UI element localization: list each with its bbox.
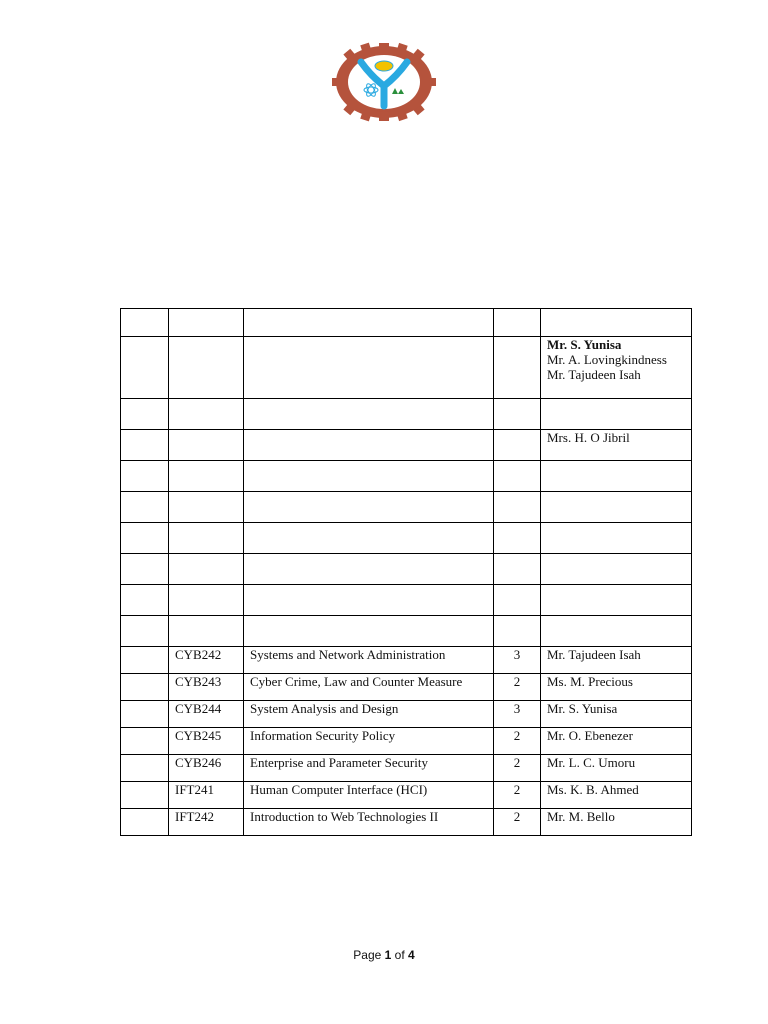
table-row — [121, 616, 692, 647]
lecturer-cell — [541, 647, 692, 674]
page-total: 4 — [408, 948, 415, 962]
lecturer-cell — [541, 701, 692, 728]
table-row — [121, 430, 692, 461]
course-code-cell — [169, 337, 244, 399]
lecturer-cell — [541, 755, 692, 782]
row-number-cell — [121, 701, 169, 728]
course-title-cell: Information Security Policy — [244, 728, 494, 755]
course-code-cell — [169, 523, 244, 554]
row-number-cell — [121, 309, 169, 337]
course-code-cell — [169, 461, 244, 492]
course-code-cell — [169, 554, 244, 585]
table-row — [121, 647, 692, 674]
row-number-cell — [121, 755, 169, 782]
table-row — [121, 755, 692, 782]
lecturer-name: Mr. Tajudeen Isah — [547, 367, 641, 382]
lecturer-cell — [541, 492, 692, 523]
svg-text:OSARA: OSARA — [376, 108, 392, 113]
table-row — [121, 337, 692, 399]
course-title-cell: Human Computer Interface (HCI) — [244, 782, 494, 809]
course-units-cell — [494, 399, 541, 430]
lecturer-cell — [541, 809, 692, 836]
table-row — [121, 523, 692, 554]
lecturer-cell — [541, 430, 692, 461]
course-title-cell: Enterprise and Parameter Security — [244, 755, 494, 782]
row-number-cell — [121, 809, 169, 836]
lecturer-name: Mr. M. Bello — [547, 809, 615, 824]
course-units-cell: 2 — [494, 809, 541, 836]
course-code-cell: CYB242 — [169, 647, 244, 674]
table-row — [121, 782, 692, 809]
course-title-cell — [244, 461, 494, 492]
course-units-cell — [494, 337, 541, 399]
row-number-cell — [121, 492, 169, 523]
course-units-cell: 3 — [494, 701, 541, 728]
course-title-cell — [244, 492, 494, 523]
row-number-cell — [121, 782, 169, 809]
row-number-cell — [121, 616, 169, 647]
page-word: Page — [353, 948, 382, 962]
table-row — [121, 585, 692, 616]
lecturer-name: Mr. Tajudeen Isah — [547, 647, 641, 662]
table-row — [121, 461, 692, 492]
course-units-cell — [494, 492, 541, 523]
course-units-cell — [494, 585, 541, 616]
page-current: 1 — [384, 948, 392, 962]
lecturer-name: Mr. A. Lovingkindness — [547, 352, 667, 367]
row-number-cell — [121, 461, 169, 492]
course-units-cell: 2 — [494, 674, 541, 701]
course-table-body — [121, 309, 692, 836]
lecturer-cell — [541, 616, 692, 647]
lecturer-cell — [541, 674, 692, 701]
lecturer-cell — [541, 309, 692, 337]
course-units-cell: 2 — [494, 728, 541, 755]
course-allocation-table — [120, 308, 692, 836]
lecturer-cell — [541, 585, 692, 616]
course-title-cell — [244, 554, 494, 585]
row-number-cell — [121, 585, 169, 616]
course-code-cell — [169, 492, 244, 523]
table-row — [121, 809, 692, 836]
course-code-cell — [169, 430, 244, 461]
course-title-cell: Introduction to Web Technologies II — [244, 809, 494, 836]
row-number-cell — [121, 728, 169, 755]
university-seal-icon — [331, 42, 437, 122]
course-title-cell — [244, 399, 494, 430]
table-row — [121, 309, 692, 337]
lecturer-cell — [541, 461, 692, 492]
course-units-cell: 3 — [494, 647, 541, 674]
course-title-cell: Cyber Crime, Law and Counter Measure — [244, 674, 494, 701]
course-title-cell: System Analysis and Design — [244, 701, 494, 728]
course-units-cell — [494, 461, 541, 492]
course-units-cell — [494, 430, 541, 461]
table-row — [121, 728, 692, 755]
lecturer-cell — [541, 399, 692, 430]
table-row — [121, 674, 692, 701]
row-number-cell — [121, 674, 169, 701]
course-code-cell — [169, 616, 244, 647]
course-title-cell — [244, 337, 494, 399]
course-title-cell — [244, 309, 494, 337]
lecturer-name: Mr. S. Yunisa — [547, 337, 622, 352]
course-units-cell: 2 — [494, 755, 541, 782]
lecturer-name: Ms. K. B. Ahmed — [547, 782, 639, 797]
table-row — [121, 554, 692, 585]
lecturer-name: Mr. L. C. Umoru — [547, 755, 636, 770]
table-row — [121, 701, 692, 728]
lecturer-name: Ms. M. Precious — [547, 674, 633, 689]
lecturer-name: Mrs. H. O Jibril — [547, 430, 630, 445]
lecturer-cell — [541, 728, 692, 755]
of-word: of — [394, 948, 405, 962]
course-code-cell: IFT241 — [169, 782, 244, 809]
table-row — [121, 492, 692, 523]
lecturer-cell — [541, 523, 692, 554]
row-number-cell — [121, 523, 169, 554]
course-units-cell — [494, 523, 541, 554]
course-title-cell — [244, 616, 494, 647]
course-units-cell — [494, 554, 541, 585]
lecturer-cell — [541, 554, 692, 585]
course-code-cell: IFT242 — [169, 809, 244, 836]
course-title-cell — [244, 523, 494, 554]
course-code-cell: CYB245 — [169, 728, 244, 755]
lecturer-cell — [541, 782, 692, 809]
course-code-cell — [169, 399, 244, 430]
course-code-cell: CYB243 — [169, 674, 244, 701]
table-row — [121, 399, 692, 430]
lecturer-name: Mr. S. Yunisa — [547, 701, 618, 716]
course-code-cell: CYB246 — [169, 755, 244, 782]
course-units-cell: 2 — [494, 782, 541, 809]
course-title-cell — [244, 585, 494, 616]
course-code-cell — [169, 585, 244, 616]
course-code-cell — [169, 309, 244, 337]
row-number-cell — [121, 647, 169, 674]
course-units-cell — [494, 616, 541, 647]
row-number-cell — [121, 430, 169, 461]
row-number-cell — [121, 554, 169, 585]
page-footer — [0, 948, 768, 962]
course-title-cell — [244, 430, 494, 461]
course-code-cell: CYB244 — [169, 701, 244, 728]
course-title-cell: Systems and Network Administration — [244, 647, 494, 674]
lecturer-cell — [541, 337, 692, 399]
course-units-cell — [494, 309, 541, 337]
row-number-cell — [121, 337, 169, 399]
row-number-cell — [121, 399, 169, 430]
lecturer-name: Mr. O. Ebenezer — [547, 728, 633, 743]
